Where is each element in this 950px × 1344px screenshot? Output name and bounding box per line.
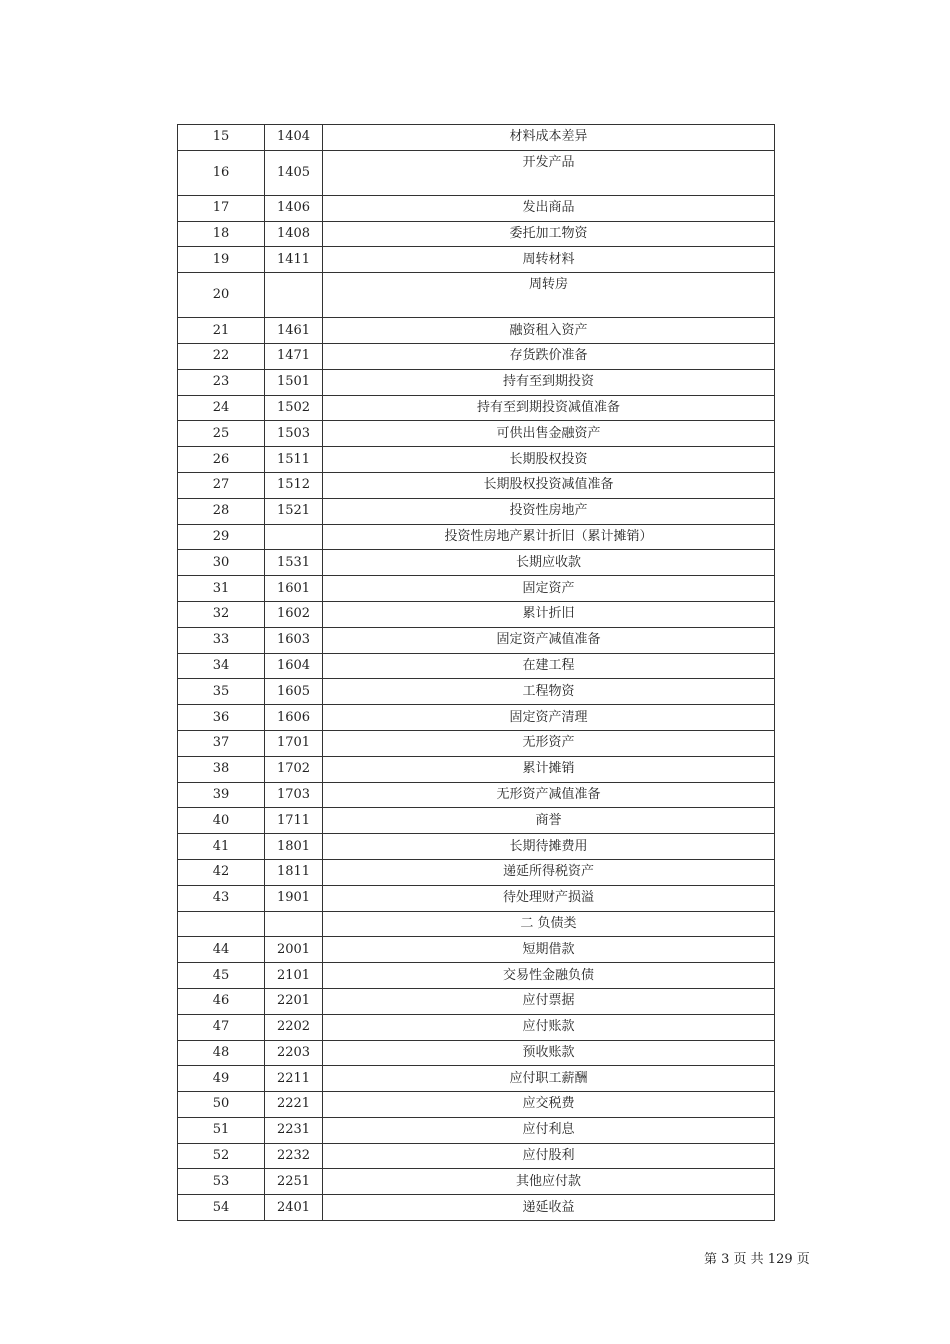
table-row bbox=[178, 1066, 775, 1092]
account-name-cell: 应付利息 bbox=[323, 1117, 775, 1143]
table-row bbox=[178, 885, 775, 911]
account-name-cell: 应付票据 bbox=[323, 988, 775, 1014]
row-number-cell: 18 bbox=[178, 221, 265, 247]
row-number-cell: 44 bbox=[178, 937, 265, 963]
account-code-cell: 2201 bbox=[265, 988, 323, 1014]
account-code-cell: 2001 bbox=[265, 937, 323, 963]
account-name-cell: 其他应付款 bbox=[323, 1169, 775, 1195]
table-row bbox=[178, 1169, 775, 1195]
row-number-cell: 41 bbox=[178, 834, 265, 860]
account-name-cell: 累计摊销 bbox=[323, 756, 775, 782]
row-number-cell: 30 bbox=[178, 550, 265, 576]
account-name-cell: 商誉 bbox=[323, 808, 775, 834]
account-code-cell: 1471 bbox=[265, 343, 323, 369]
account-name-cell: 可供出售金融资产 bbox=[323, 421, 775, 447]
account-name-cell: 二 负债类 bbox=[323, 911, 775, 937]
row-number-cell: 27 bbox=[178, 472, 265, 498]
page-footer: 第 3 页 共 129 页 bbox=[704, 1252, 810, 1267]
row-number-cell bbox=[178, 911, 265, 937]
account-code-cell: 1503 bbox=[265, 421, 323, 447]
account-code-cell: 1601 bbox=[265, 576, 323, 602]
row-number-cell: 32 bbox=[178, 601, 265, 627]
account-name-cell: 发出商品 bbox=[323, 195, 775, 221]
table-row bbox=[178, 247, 775, 273]
table-row bbox=[178, 730, 775, 756]
account-code-cell: 2401 bbox=[265, 1195, 323, 1221]
account-name-cell: 应付股利 bbox=[323, 1143, 775, 1169]
account-name-cell: 投资性房地产累计折旧（累计摊销） bbox=[323, 524, 775, 550]
account-name-cell: 周转材料 bbox=[323, 247, 775, 273]
table-row bbox=[178, 343, 775, 369]
table-row bbox=[178, 1143, 775, 1169]
row-number-cell: 40 bbox=[178, 808, 265, 834]
account-code-cell bbox=[265, 273, 323, 318]
account-name-cell: 无形资产减值准备 bbox=[323, 782, 775, 808]
table-row bbox=[178, 195, 775, 221]
account-name-cell: 固定资产清理 bbox=[323, 705, 775, 731]
account-code-cell: 1605 bbox=[265, 679, 323, 705]
account-name-cell: 长期应收款 bbox=[323, 550, 775, 576]
account-code-cell: 2211 bbox=[265, 1066, 323, 1092]
row-number-cell: 49 bbox=[178, 1066, 265, 1092]
row-number-cell: 20 bbox=[178, 273, 265, 318]
account-name-cell: 交易性金融负债 bbox=[323, 963, 775, 989]
account-code-cell: 1901 bbox=[265, 885, 323, 911]
account-name-cell: 应交税费 bbox=[323, 1092, 775, 1118]
row-number-cell: 54 bbox=[178, 1195, 265, 1221]
account-name-cell: 周转房 bbox=[323, 273, 775, 318]
account-code-cell: 1408 bbox=[265, 221, 323, 247]
table-row bbox=[178, 1014, 775, 1040]
account-code-cell: 2251 bbox=[265, 1169, 323, 1195]
account-name-cell: 工程物资 bbox=[323, 679, 775, 705]
row-number-cell: 45 bbox=[178, 963, 265, 989]
table-row bbox=[178, 653, 775, 679]
table-row bbox=[178, 498, 775, 524]
account-name-cell: 存货跌价准备 bbox=[323, 343, 775, 369]
account-code-cell: 1604 bbox=[265, 653, 323, 679]
row-number-cell: 53 bbox=[178, 1169, 265, 1195]
account-name-cell: 递延所得税资产 bbox=[323, 859, 775, 885]
table-row bbox=[178, 988, 775, 1014]
account-name-cell: 持有至到期投资 bbox=[323, 369, 775, 395]
row-number-cell: 36 bbox=[178, 705, 265, 731]
account-code-cell: 1521 bbox=[265, 498, 323, 524]
row-number-cell: 23 bbox=[178, 369, 265, 395]
table-row bbox=[178, 221, 775, 247]
row-number-cell: 21 bbox=[178, 318, 265, 344]
account-name-cell: 委托加工物资 bbox=[323, 221, 775, 247]
account-name-cell: 待处理财产损溢 bbox=[323, 885, 775, 911]
account-name-cell: 持有至到期投资减值准备 bbox=[323, 395, 775, 421]
account-name-cell: 长期股权投资减值准备 bbox=[323, 472, 775, 498]
row-number-cell: 52 bbox=[178, 1143, 265, 1169]
row-number-cell: 47 bbox=[178, 1014, 265, 1040]
account-name-cell: 开发产品 bbox=[323, 150, 775, 195]
account-code-cell bbox=[265, 524, 323, 550]
account-code-cell: 1531 bbox=[265, 550, 323, 576]
table-row bbox=[178, 808, 775, 834]
account-code-cell: 1502 bbox=[265, 395, 323, 421]
table-row bbox=[178, 756, 775, 782]
table-row bbox=[178, 150, 775, 195]
account-code-cell: 1703 bbox=[265, 782, 323, 808]
account-name-cell: 应付账款 bbox=[323, 1014, 775, 1040]
accounts-table bbox=[177, 124, 775, 1221]
account-code-cell: 1702 bbox=[265, 756, 323, 782]
row-number-cell: 31 bbox=[178, 576, 265, 602]
table-row bbox=[178, 859, 775, 885]
account-code-cell: 2202 bbox=[265, 1014, 323, 1040]
account-name-cell: 材料成本差异 bbox=[323, 125, 775, 151]
row-number-cell: 33 bbox=[178, 627, 265, 653]
table-row bbox=[178, 963, 775, 989]
table-row bbox=[178, 550, 775, 576]
account-code-cell: 1512 bbox=[265, 472, 323, 498]
account-name-cell: 短期借款 bbox=[323, 937, 775, 963]
account-name-cell: 无形资产 bbox=[323, 730, 775, 756]
account-code-cell: 1603 bbox=[265, 627, 323, 653]
account-code-cell bbox=[265, 911, 323, 937]
account-name-cell: 累计折旧 bbox=[323, 601, 775, 627]
account-code-cell: 1801 bbox=[265, 834, 323, 860]
table-row bbox=[178, 576, 775, 602]
row-number-cell: 43 bbox=[178, 885, 265, 911]
row-number-cell: 16 bbox=[178, 150, 265, 195]
table-row bbox=[178, 1117, 775, 1143]
table-row bbox=[178, 273, 775, 318]
account-code-cell: 1711 bbox=[265, 808, 323, 834]
account-code-cell: 1501 bbox=[265, 369, 323, 395]
account-code-cell: 2203 bbox=[265, 1040, 323, 1066]
row-number-cell: 37 bbox=[178, 730, 265, 756]
table-row bbox=[178, 705, 775, 731]
row-number-cell: 29 bbox=[178, 524, 265, 550]
account-name-cell: 融资租入资产 bbox=[323, 318, 775, 344]
account-name-cell: 固定资产减值准备 bbox=[323, 627, 775, 653]
account-code-cell: 1606 bbox=[265, 705, 323, 731]
table-row bbox=[178, 395, 775, 421]
account-name-cell: 长期待摊费用 bbox=[323, 834, 775, 860]
row-number-cell: 46 bbox=[178, 988, 265, 1014]
account-name-cell: 在建工程 bbox=[323, 653, 775, 679]
table-row bbox=[178, 911, 775, 937]
account-name-cell: 长期股权投资 bbox=[323, 447, 775, 473]
row-number-cell: 51 bbox=[178, 1117, 265, 1143]
account-code-cell: 1811 bbox=[265, 859, 323, 885]
row-number-cell: 35 bbox=[178, 679, 265, 705]
account-code-cell: 1405 bbox=[265, 150, 323, 195]
account-name-cell: 应付职工薪酬 bbox=[323, 1066, 775, 1092]
row-number-cell: 22 bbox=[178, 343, 265, 369]
account-code-cell: 1511 bbox=[265, 447, 323, 473]
row-number-cell: 17 bbox=[178, 195, 265, 221]
row-number-cell: 38 bbox=[178, 756, 265, 782]
account-code-cell: 2221 bbox=[265, 1092, 323, 1118]
row-number-cell: 25 bbox=[178, 421, 265, 447]
table-row bbox=[178, 472, 775, 498]
table-row bbox=[178, 524, 775, 550]
row-number-cell: 19 bbox=[178, 247, 265, 273]
row-number-cell: 34 bbox=[178, 653, 265, 679]
row-number-cell: 50 bbox=[178, 1092, 265, 1118]
table-row bbox=[178, 834, 775, 860]
row-number-cell: 48 bbox=[178, 1040, 265, 1066]
table-row bbox=[178, 369, 775, 395]
table-row bbox=[178, 782, 775, 808]
table-row bbox=[178, 1040, 775, 1066]
table-row bbox=[178, 627, 775, 653]
table-row bbox=[178, 447, 775, 473]
table-row bbox=[178, 937, 775, 963]
table-row bbox=[178, 1092, 775, 1118]
account-code-cell: 1461 bbox=[265, 318, 323, 344]
account-code-cell: 2231 bbox=[265, 1117, 323, 1143]
account-code-cell: 1701 bbox=[265, 730, 323, 756]
row-number-cell: 42 bbox=[178, 859, 265, 885]
account-code-cell: 1406 bbox=[265, 195, 323, 221]
accounts-table-body bbox=[178, 125, 775, 1221]
account-code-cell: 1602 bbox=[265, 601, 323, 627]
table-row bbox=[178, 421, 775, 447]
table-row bbox=[178, 601, 775, 627]
row-number-cell: 28 bbox=[178, 498, 265, 524]
row-number-cell: 26 bbox=[178, 447, 265, 473]
account-name-cell: 固定资产 bbox=[323, 576, 775, 602]
table-row bbox=[178, 318, 775, 344]
table-row bbox=[178, 679, 775, 705]
account-code-cell: 2101 bbox=[265, 963, 323, 989]
table-row bbox=[178, 125, 775, 151]
row-number-cell: 39 bbox=[178, 782, 265, 808]
account-code-cell: 1404 bbox=[265, 125, 323, 151]
table-row bbox=[178, 1195, 775, 1221]
account-name-cell: 投资性房地产 bbox=[323, 498, 775, 524]
row-number-cell: 24 bbox=[178, 395, 265, 421]
account-code-cell: 1411 bbox=[265, 247, 323, 273]
account-name-cell: 递延收益 bbox=[323, 1195, 775, 1221]
account-name-cell: 预收账款 bbox=[323, 1040, 775, 1066]
row-number-cell: 15 bbox=[178, 125, 265, 151]
account-code-cell: 2232 bbox=[265, 1143, 323, 1169]
